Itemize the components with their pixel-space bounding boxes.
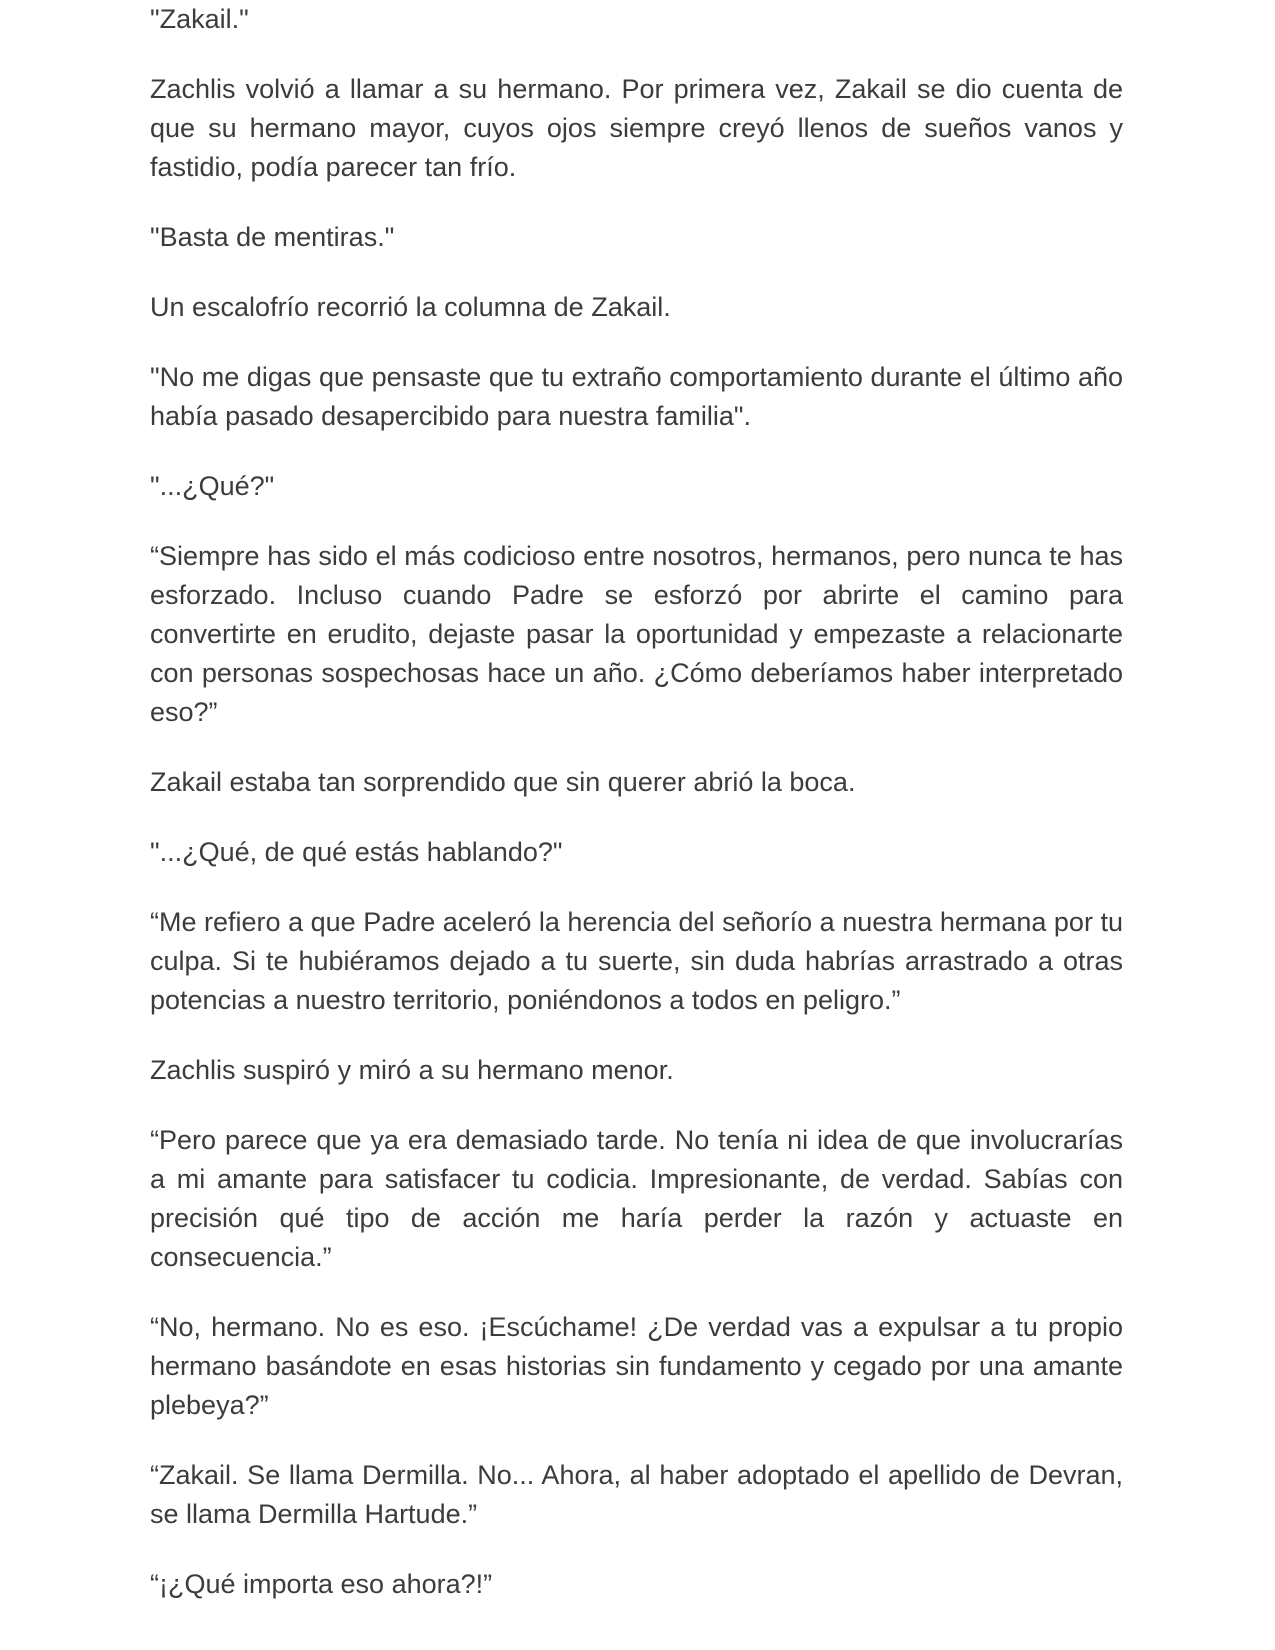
paragraph: “No, hermano. No es eso. ¡Escúchame! ¿De verdad vas a expulsar a tu propio hermano basándote en esas historias sin fundamento y cegado por una amante plebeya?” xyxy=(150,1312,1123,1420)
paragraph: Zakail estaba tan sorprendido que sin querer abrió la boca. xyxy=(150,767,856,797)
paragraph: “Me refiero a que Padre aceleró la herencia del señorío a nuestra hermana por tu culpa. Si te hubiéramos dejado a tu suerte, sin duda habrías arrastrado a otras potencias a nuestro territorio, poniéndonos a todos en peligro.” xyxy=(150,907,1123,1015)
paragraph: “Pero parece que ya era demasiado tarde. No tenía ni idea de que involucrarías a mi amante para satisfacer tu codicia. Impresionante, de verdad. Sabías con precisión qué tipo de acción me haría perder la razón y actuaste en consecuencia.” xyxy=(150,1125,1123,1272)
paragraph: "Basta de mentiras." xyxy=(150,222,395,252)
paragraph: “¡¿Qué importa eso ahora?!” xyxy=(150,1569,493,1599)
paragraph: “Zakail. Se llama Dermilla. No... Ahora, al haber adoptado el apellido de Devran, se llama Dermilla Hartude.” xyxy=(150,1460,1123,1529)
paragraph: “Siempre has sido el más codicioso entre nosotros, hermanos, pero nunca te has esforzado. Incluso cuando Padre se esforzó por abrirte el camino para convertirte en erudito, dejaste pasar la oportunidad y empezaste a relacionarte con personas sospechosas hace un año. ¿Cómo deberíamos haber interpretado eso?” xyxy=(150,541,1123,727)
document-body xyxy=(150,0,1123,1635)
paragraph: "Zakail." xyxy=(150,4,249,34)
paragraph: Zachlis volvió a llamar a su hermano. Por primera vez, Zakail se dio cuenta de que su hermano mayor, cuyos ojos siempre creyó llenos de sueños vanos y fastidio, podía parecer tan frío. xyxy=(150,74,1123,182)
paragraph: "...¿Qué?" xyxy=(150,471,275,501)
paragraph: "...¿Qué, de qué estás hablando?" xyxy=(150,837,563,867)
paragraph: Un escalofrío recorrió la columna de Zakail. xyxy=(150,292,671,322)
paragraph: "No me digas que pensaste que tu extraño comportamiento durante el último año había pasado desapercibido para nuestra familia". xyxy=(150,362,1123,431)
paragraph: Zachlis suspiró y miró a su hermano menor. xyxy=(150,1055,674,1085)
